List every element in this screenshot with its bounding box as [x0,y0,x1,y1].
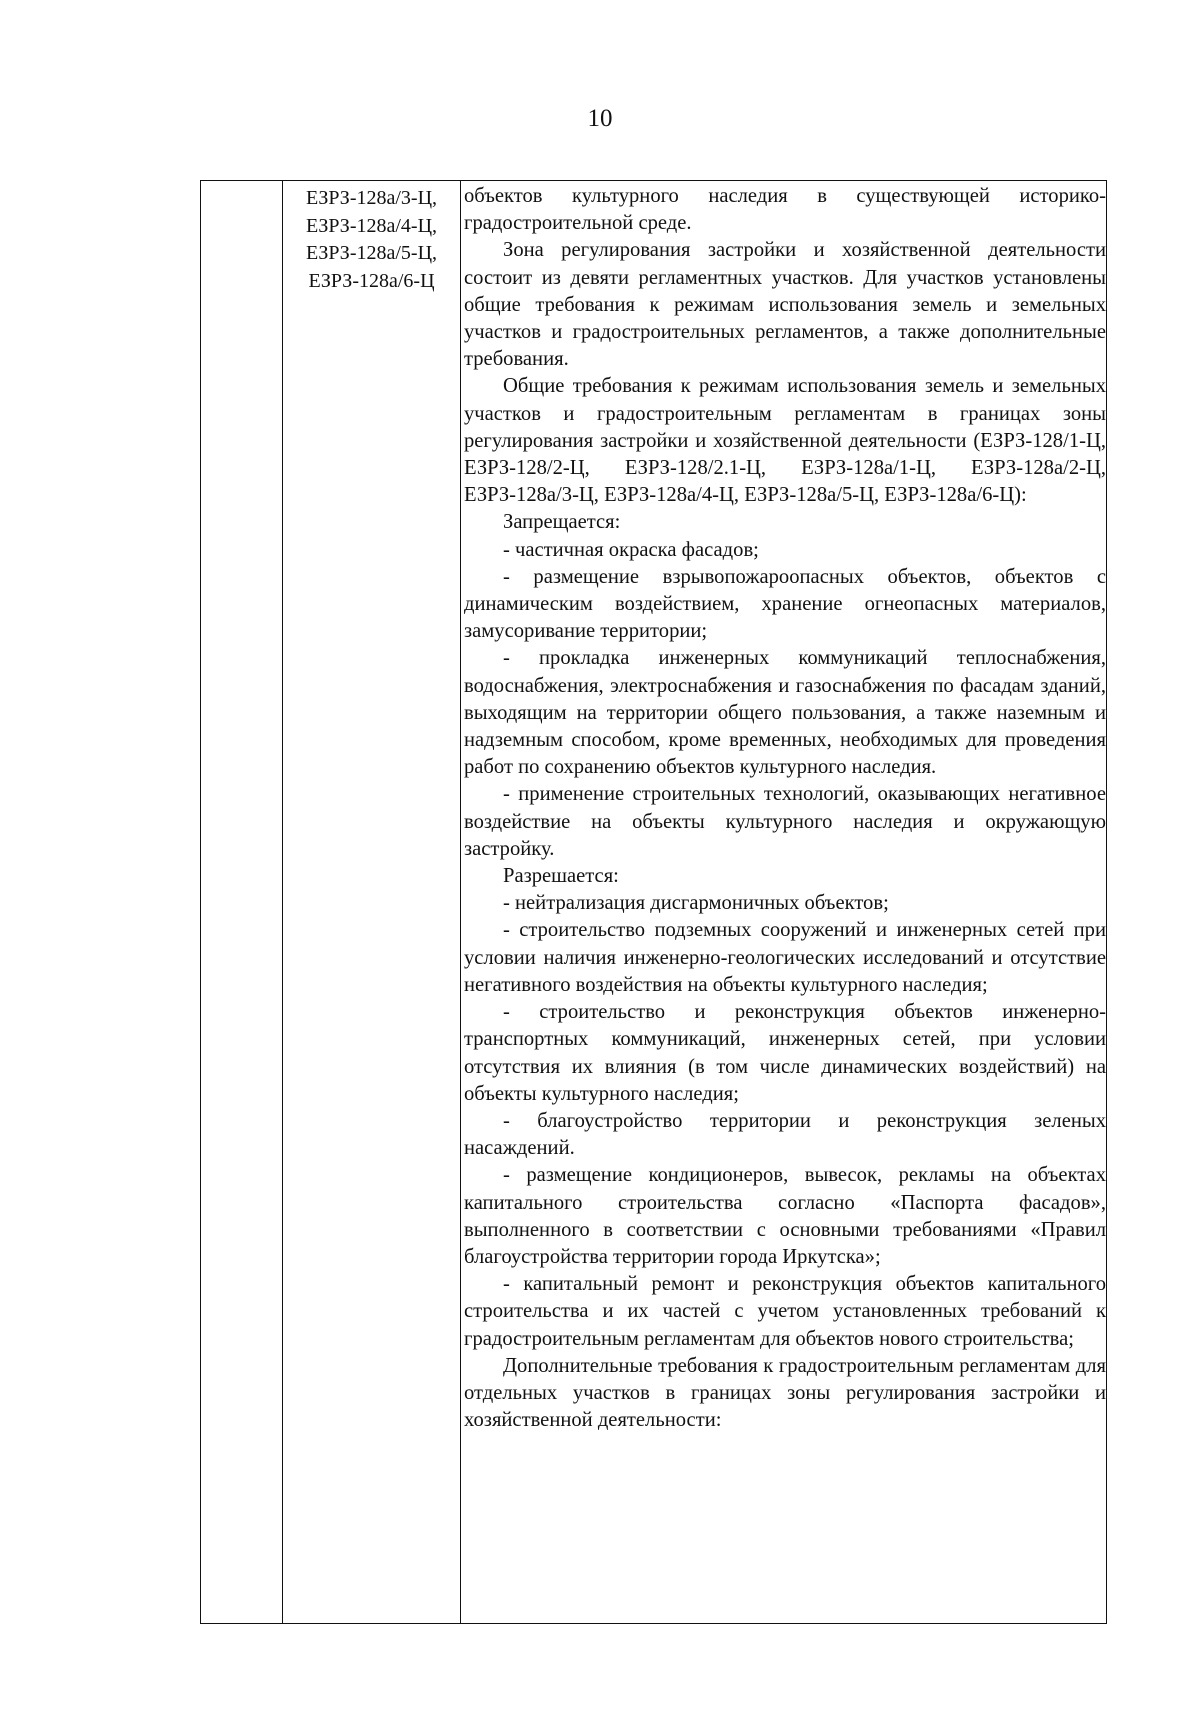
prohibited-item: - размещение взрывопожароопасных объектов, объектов с динамическим воздействием, хранение огнеопасных материалов, замусоривание территории; [464,565,1106,643]
heading-prohibited: Запрещается: [503,511,621,534]
page-number: 10 [587,105,613,132]
paragraph-zone-description: Зона регулирования застройки и хозяйственной деятельности состоит из девяти регламентных участков. Для участков установлены общие требования к режимам использования земель и земельных участков и градостроительных регламентов, а также дополнительные требования. [464,239,1106,371]
paragraph-continuation: объектов культурного наследия в существующей историко-градостроительной среде. [464,185,1106,235]
zone-code: ЕЗРЗ-128а/5-Ц, [305,242,438,264]
allowed-item: - строительство подземных сооружений и инженерных сетей при условии наличия инженерно-геологических исследований и отсутствие негативного воздействия на объекты культурного наследия; [464,919,1106,996]
table-cell-empty [201,181,283,1623]
zone-code: ЕЗРЗ-128а/6-Ц [308,269,435,292]
table-cell-requirements [461,181,1106,1623]
paragraph-general-requirements: Общие требования к режимам использования земель и земельных участков и градостроительным регламентам в границах зоны регулирования застройки и хозяйственной деятельности (ЕЗРЗ-128/1-Ц, ЕЗРЗ-128/2-Ц, ЕЗРЗ-128/2.1-Ц, ЕЗРЗ-128а/1-Ц, ЕЗРЗ-128а/2-Ц, ЕЗРЗ-128а/3-Ц, ЕЗРЗ-128а/4-Ц, ЕЗРЗ-128а/5-Ц, ЕЗРЗ-128а/6-Ц): [464,375,1106,507]
zone-code: ЕЗРЗ-128а/3-Ц, [305,187,438,209]
allowed-item: - благоустройство территории и реконструкция зеленых насаждений. [464,1109,1106,1160]
paragraph-additional-requirements: Дополнительные требования к градостроительным регламентам для отдельных участков в границах зоны регулирования застройки и хозяйственной деятельности: [464,1354,1106,1432]
allowed-item: - капитальный ремонт и реконструкция объектов капитального строительства и их частей с учетом установленных требований к градостроительным регламентам для объектов нового строительства; [464,1273,1106,1350]
allowed-item: - строительство и реконструкция объектов инженерно-транспортных коммуникаций, инженерных сетей, при условии отсутствия их влияния (в том числе динамических воздействий) на объекты культурного наследия; [464,1001,1106,1105]
zone-code: ЕЗРЗ-128а/4-Ц, [305,214,438,237]
prohibited-item: - прокладка инженерных коммуникаций теплоснабжения, водоснабжения, электроснабжения и газоснабжения по фасадам зданий, выходящим на территории общего пользования, а также наземным и надземным способом, кроме временных, необходимых для проведения работ по сохранению объектов культурного наследия. [464,647,1106,779]
allowed-item: - размещение кондиционеров, вывесок, рекламы на объектах капитального строительства согласно «Паспорта фасадов», выполненного в соответствии с основными требованиями «Правил благоустройства территории города Иркутска»; [464,1164,1106,1268]
prohibited-item: - применение строительных технологий, оказывающих негативное воздействие на объекты культурного наследия и окружающую застройку. [464,783,1106,860]
prohibited-item: - частичная окраска фасадов; [503,538,759,561]
allowed-item: - нейтрализация дисгармоничных объектов; [503,892,889,915]
regulation-table [200,180,1107,1624]
heading-allowed: Разрешается: [503,865,619,888]
table-cell-zone-codes [283,181,461,1623]
